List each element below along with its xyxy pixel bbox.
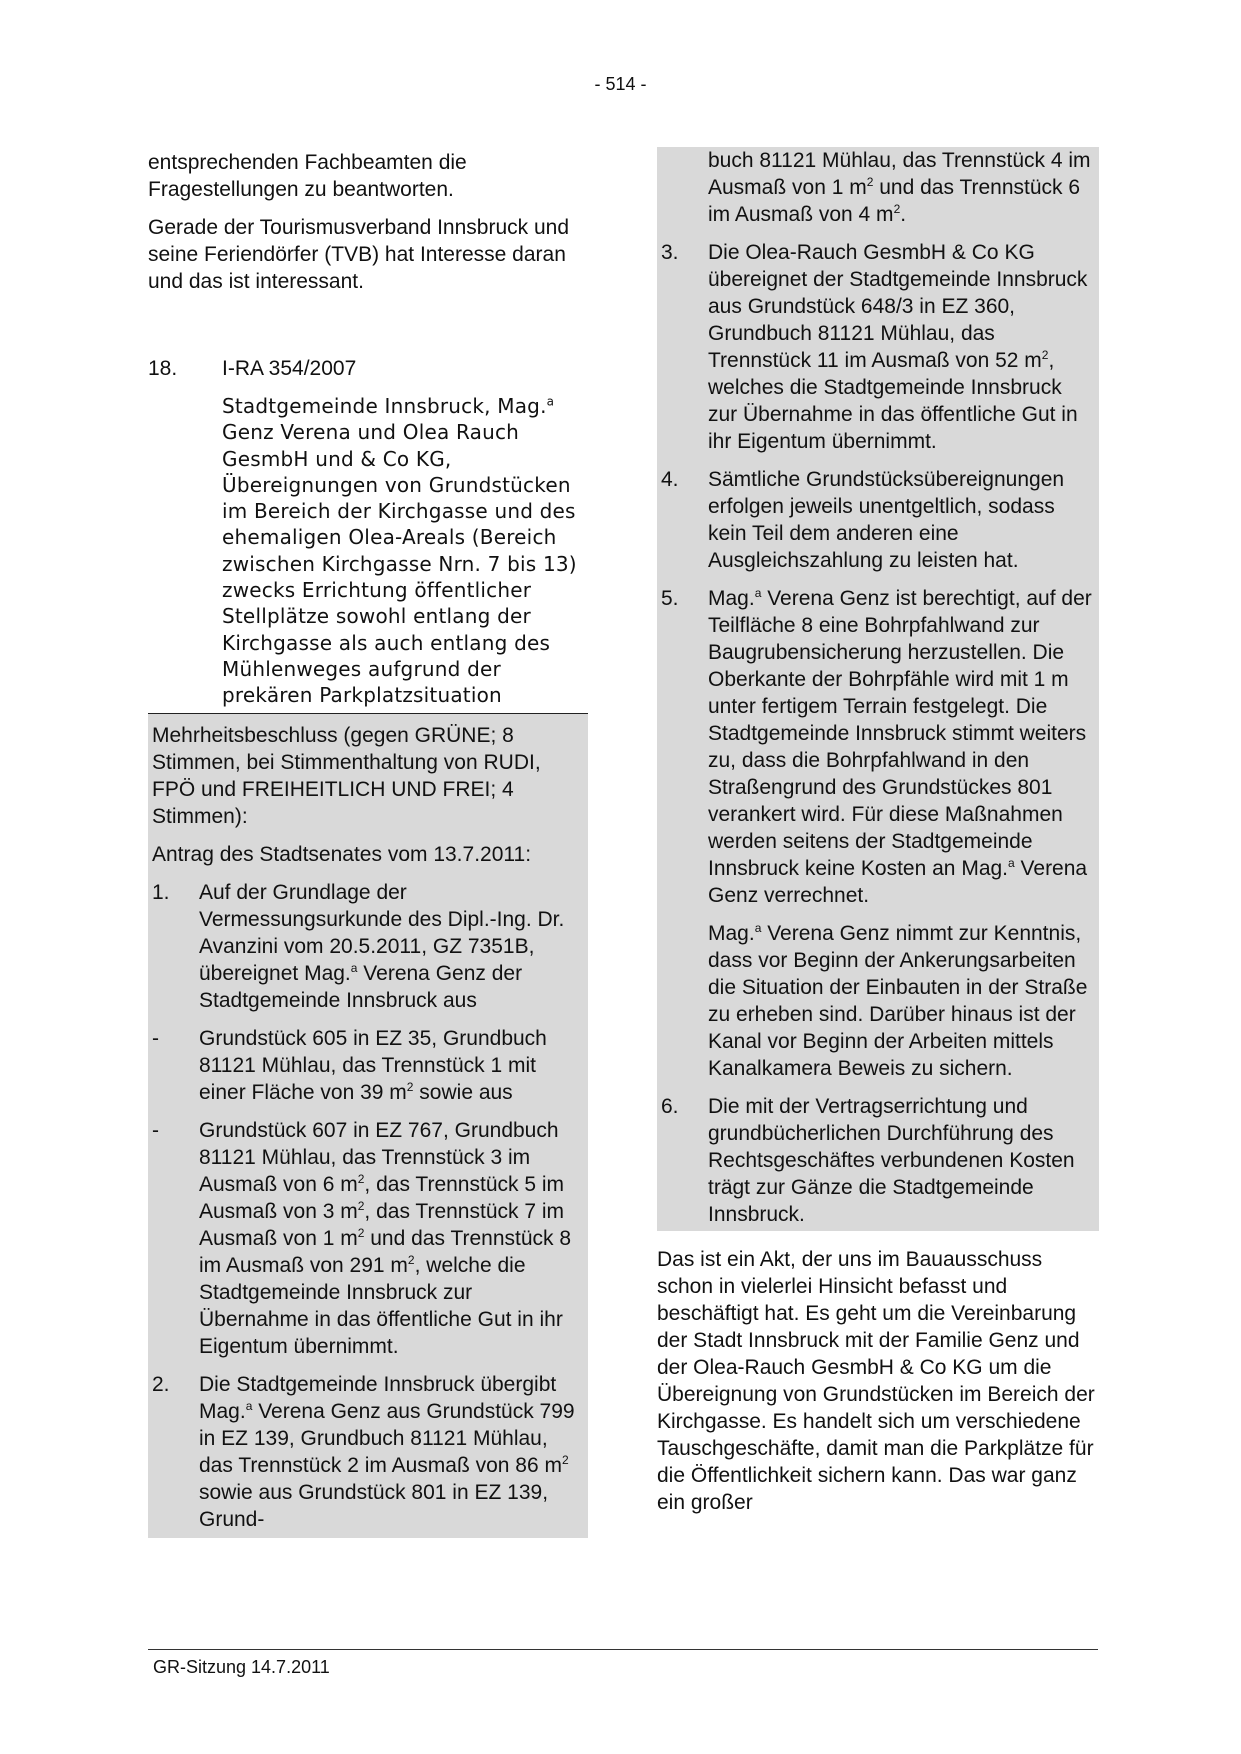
intro-paragraph-2: Gerade der Tourismusverband Innsbruck und seine Feriendörfer (TVB) hat Interesse daran und das ist interessant. bbox=[148, 216, 570, 293]
list-item: 2. Die Stadtgemeinde Innsbruck übergibt Mag.$^a$ Verena Genz aus Grundstück 799 in EZ 139, Grundbuch 81121 Mühlau, das Trennstück 2 im Ausmaß von 86 $m^2$ sowie aus Grundstück 801 in EZ 139, Grund- bbox=[152, 1372, 575, 1531]
list-item: 4. Sämtliche Grundstücksübereignungen erfolgen jeweils unentgeltlich, sodass kein Teil dem anderen eine Ausgleichszahlung zu leisten hat. bbox=[661, 468, 1065, 572]
footer-divider bbox=[148, 1649, 1098, 1650]
list-item: - Grundstück 605 in EZ 35, Grundbuch 81121 Mühlau, das Trennstück 1 mit einer Fläche von 39 $m^2$ sowie aus bbox=[152, 1026, 547, 1104]
list-item: - Grundstück 607 in EZ 767, Grundbuch 81121 Mühlau, das Trennstück 3 im Ausmaß von 6 $m^2$, das Trennstück 5 im Ausmaß von 3 $m^2$, das Trennstück 7 im Ausmaß von 1 $m^2$ und das Trennstück 8 im Ausmaß von 291 $m^2$, welche die Stadtgemeinde Innsbruck zur Übernahme in das öffentliche Gut in ihr Eigentum übernimmt. bbox=[152, 1118, 572, 1358]
agenda-title: Stadtgemeinde Innsbruck, Mag.$^a$ Genz Verena und Olea Rauch GesmbH und & Co KG, Übereignungen von Grundstücken im Bereich der Kirchgasse und des ehemaligen Olea-Areals (Bereich zwischen Kirchgasse Nrn. 7 bis 13) zwecks Errichtung öffentlicher Stellplätze sowohl entlang der Kirchgasse als auch entlang des Mühlenweges aufgrund der prekären Parkplatzsituation bbox=[222, 394, 577, 708]
left-column bbox=[148, 149, 588, 1538]
right-column bbox=[657, 147, 1099, 1527]
list-item: 3. Die Olea-Rauch GesmbH & Co KG übereignet der Stadtgemeinde Innsbruck aus Grundstück 648/3 in EZ 360, Grundbuch 81121 Mühlau, das Trennstück 11 im Ausmaß von 52 $m^2$, welches die Stadtgemeinde Innsbruck zur Übernahme in das öffentliche Gut in ihr Eigentum übernimmt. bbox=[661, 241, 1088, 453]
list-item-continuation: buch 81121 Mühlau, das Trennstück 4 im Ausmaß von 1 $m^2$ und das Trennstück 6 im Ausmaß von 4 $m^2$. bbox=[708, 149, 1091, 226]
list-item: 5. Mag.$^a$ Verena Genz ist berechtigt, auf der Teilfläche 8 eine Bohrpfahlwand zur Baugrubensicherung herzustellen. Die Oberkante der Bohrpfähle wird mit 1 m unter fertigem Terrain festgelegt. Die Stadtgemeinde Innsbruck stimmt weiters zu, dass die Bohrpfahlwand in den Straßengrund des Grundstückes 801 verankert wird. Für diese Maßnahmen werden seitens der Stadtgemeinde Innsbruck keine Kosten an Mag.$^a$ Verena Genz verrechnet. bbox=[661, 586, 1092, 907]
closing-paragraph: Das ist ein Akt, der uns im Bauausschuss schon in vielerlei Hinsicht befasst und beschäftigt hat. Es geht um die Vereinbarung der Stadt Innsbruck mit der Familie Genz und der Olea-Rauch GesmbH & Co KG um die Übereignung von Grundstücken im Bereich der Kirchgasse. Es handelt sich um verschiedene Tauschgeschäfte, damit man die Parkplätze für die Öffentlichkeit sichern kann. Das war ganz ein großer bbox=[657, 1248, 1095, 1514]
list-item-paragraph: Mag.$^a$ Verena Genz nimmt zur Kenntnis, dass vor Beginn der Ankerungsarbeiten die Situation der Einbauten in der Straße zu erheben sind. Darüber hinaus ist der Kanal vor Beginn der Arbeiten mittels Kanalkamera Beweis zu sichern. bbox=[708, 921, 1088, 1080]
list-item: 1. Auf der Grundlage der Vermessungsurkunde des Dipl.-Ing. Dr. Avanzini vom 20.5.2011, GZ 7351B, übereignet Mag.$^a$ Verena Genz der Stadtgemeinde Innsbruck aus bbox=[152, 880, 565, 1012]
intro-paragraph-1: entsprechenden Fachbeamten die Fragestellungen zu beantworten. bbox=[148, 151, 467, 201]
agenda-reference: I-RA 354/2007 bbox=[222, 357, 357, 380]
resolution-box bbox=[148, 714, 588, 1538]
list-item: 6. Die mit der Vertragserrichtung und grundbücherlichen Durchführung des Rechtsgeschäftes verbundenen Kosten trägt zur Gänze die Stadtgemeinde Innsbruck. bbox=[661, 1095, 1075, 1226]
page-number: - 514 - bbox=[594, 74, 647, 94]
agenda-item bbox=[148, 355, 588, 709]
agenda-body bbox=[222, 355, 588, 709]
resolution-statement: Mehrheitsbeschluss (gegen GRÜNE; 8 Stimmen, bei Stimmenthaltung von RUDI, FPÖ und FREIHEITLICH UND FREI; 4 Stimmen): bbox=[152, 723, 541, 828]
motion-heading: Antrag des Stadtsenates vom 13.7.2011: bbox=[152, 842, 532, 866]
agenda-number: 18. bbox=[148, 357, 178, 380]
footer-text: GR-Sitzung 14.7.2011 bbox=[153, 1657, 330, 1677]
resolution-box-continued bbox=[657, 147, 1099, 1231]
